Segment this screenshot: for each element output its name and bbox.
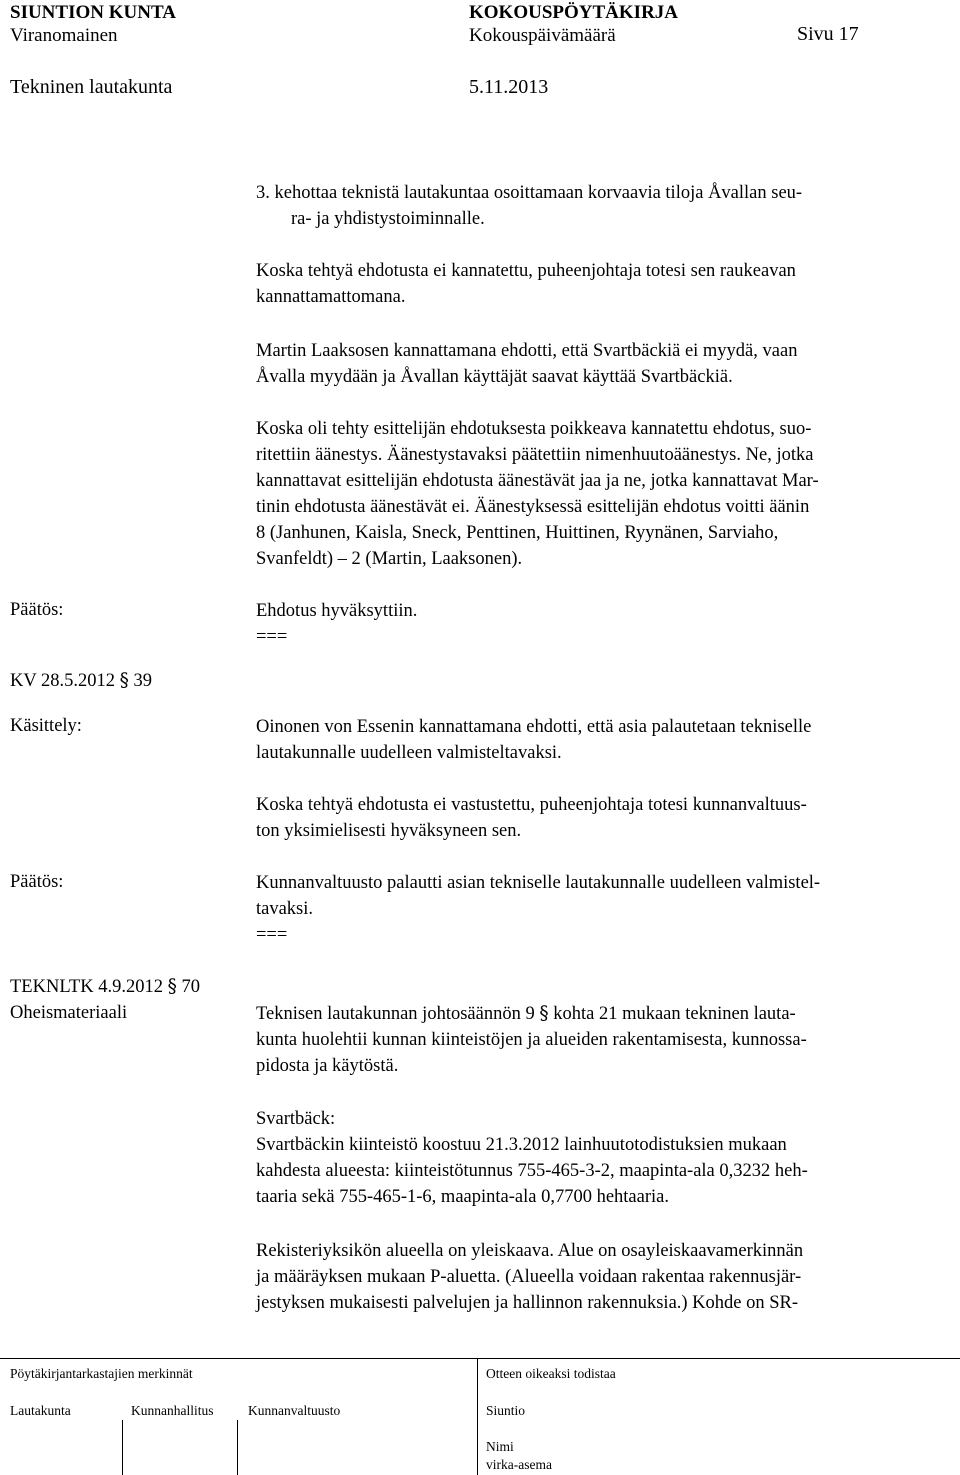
text-line: Koska tehtyä ehdotusta ei kannatettu, puheenjohtaja totesi sen raukeavan <box>256 261 796 281</box>
text-line: taaria sekä 755-465-1-6, maapinta-ala 0,7700 hehtaaria. <box>256 1187 669 1207</box>
section-ref: TEKNLTK 4.9.2012 <box>10 977 163 997</box>
paragraph <box>256 1238 803 1316</box>
text-line: tinin ehdotusta äänestävät ei. Äänestyksessä esittelijän ehdotus voitti äänin <box>256 497 810 517</box>
text-line: lautakunnalle uudelleen valmisteltavaksi. <box>256 743 562 763</box>
footer-name-label: Nimi <box>486 1439 514 1454</box>
text-line: Kunnanvaltuusto palautti asian tekniselle lautakunnalle uudelleen valmistel- <box>256 873 821 893</box>
meeting-date: 5.11.2013 <box>469 76 549 98</box>
attachment-label: Oheismateriaali <box>10 1003 128 1023</box>
authority-name: Tekninen lautakunta <box>10 76 173 98</box>
text-line: pidosta ja käytöstä. <box>256 1056 399 1076</box>
text-line: Rekisteriyksikön alueella on yleiskaava. Alue on osayleiskaavamerkinnän <box>256 1241 804 1261</box>
footer-col-board: Lautakunta <box>10 1403 71 1418</box>
separator: === <box>256 925 288 945</box>
decision-item-3 <box>256 180 802 232</box>
text-line: 3. kehottaa teknistä lautakuntaa osoittamaan korvaavia tiloja Åvallan seu- <box>256 183 803 203</box>
text-line: Ehdotus hyväksyttiin. <box>256 601 418 621</box>
text-line: ritettiin äänestys. Äänestystavaksi päätettiin nimenhuutoäänestys. Ne, jotka <box>256 445 814 465</box>
org-name: SIUNTION KUNTA <box>10 2 176 23</box>
section-number: 70 <box>181 977 200 997</box>
handling-label: Käsittely: <box>10 716 82 736</box>
decision-text <box>256 598 417 650</box>
text-line: kannattamattomana. <box>256 287 406 307</box>
handling-text <box>256 714 811 766</box>
section-sign: § <box>539 1003 549 1024</box>
footer-position-label: virka-asema <box>486 1457 552 1472</box>
footer-divider <box>122 1420 123 1475</box>
text-line: Martin Laaksosen kannattamana ehdotti, että Svartbäckiä ei myydä, vaan <box>256 341 798 361</box>
text-line: Koska oli tehty esittelijän ehdotuksesta poikkeava kannatettu ehdotus, suo- <box>256 419 812 439</box>
text-line: Svanfeldt) – 2 (Martin, Laaksonen). <box>256 549 523 569</box>
page-number: Sivu 17 <box>797 23 859 45</box>
text-line: ra- ja yhdistystoiminnalle. <box>291 209 485 229</box>
paragraph <box>256 1001 807 1079</box>
text-line: ton yksimielisesti hyväksyneen sen. <box>256 821 522 841</box>
date-label: Kokouspäivämäärä <box>469 25 616 46</box>
text-line <box>256 1001 807 1027</box>
doc-type: KOKOUSPÖYTÄKIRJA <box>469 2 679 23</box>
text-line: Koska tehtyä ehdotusta ei vastustettu, puheenjohtaja totesi kunnanvaltuus- <box>256 795 807 815</box>
paragraph <box>256 258 796 310</box>
paragraph <box>256 792 807 844</box>
section-ref: KV 28.5.2012 <box>10 671 116 691</box>
text-line: Svartbäckin kiinteistö koostuu 21.3.2012 lainhuutotodistuksien mukaan <box>256 1135 787 1155</box>
text-line: Oinonen von Essenin kannattamana ehdotti, että asia palautetaan tekniselle <box>256 717 812 737</box>
teknltk-reference <box>10 976 200 998</box>
footer-divider <box>237 1420 238 1475</box>
text-line: ja määräyksen mukaan P-aluetta. (Alueella voidaan rakentaa rakennusjär- <box>256 1267 802 1287</box>
decision-label: Päätös: <box>10 600 64 620</box>
authority-label: Viranomainen <box>10 25 118 46</box>
section-sign: § <box>167 976 177 997</box>
text-fragment: Teknisen lautakunnan johtosäännön 9 <box>256 1004 535 1024</box>
footer-top-rule <box>0 1358 960 1359</box>
text-line: jestyksen mukaisesti palvelujen ja hallinnon rakennuksia.) Kohde on SR- <box>256 1293 799 1313</box>
separator: === <box>256 627 288 647</box>
text-line: Åvalla myydään ja Åvallan käyttäjät saavat käyttää Svartbäckiä. <box>256 367 733 387</box>
footer-col-executive: Kunnanhallitus <box>131 1403 214 1418</box>
footer-divider <box>477 1358 478 1475</box>
paragraph <box>256 338 797 390</box>
svartback-section <box>256 1106 808 1210</box>
text-line: kunta huolehtii kunnan kiinteistöjen ja alueiden rakentamisesta, kunnossa- <box>256 1030 807 1050</box>
footer-right-title: Otteen oikeaksi todistaa <box>486 1366 616 1381</box>
text-fragment: kohta 21 mukaan tekninen lauta- <box>553 1004 796 1024</box>
text-line: tavaksi. <box>256 899 314 919</box>
kv-reference <box>10 670 152 692</box>
text-line: kannattavat esittelijän ehdotusta äänestävät jaa ja ne, jotka kannattavat Mar- <box>256 471 819 491</box>
text-line: 8 (Janhunen, Kaisla, Sneck, Penttinen, Huittinen, Ryynänen, Sarviaho, <box>256 523 779 543</box>
decision-label: Päätös: <box>10 872 64 892</box>
decision-text <box>256 870 820 948</box>
voting-paragraph <box>256 416 819 572</box>
footer-col-council: Kunnanvaltuusto <box>248 1403 341 1418</box>
footer-left-title: Pöytäkirjantarkastajien merkinnät <box>10 1366 193 1381</box>
footer-place: Siuntio <box>486 1403 526 1418</box>
section-sign: § <box>119 670 129 691</box>
text-line: kahdesta alueesta: kiinteistötunnus 755-465-3-2, maapinta-ala 0,3232 heh- <box>256 1161 808 1181</box>
section-number: 39 <box>133 671 153 691</box>
section-title: Svartbäck: <box>256 1109 336 1129</box>
